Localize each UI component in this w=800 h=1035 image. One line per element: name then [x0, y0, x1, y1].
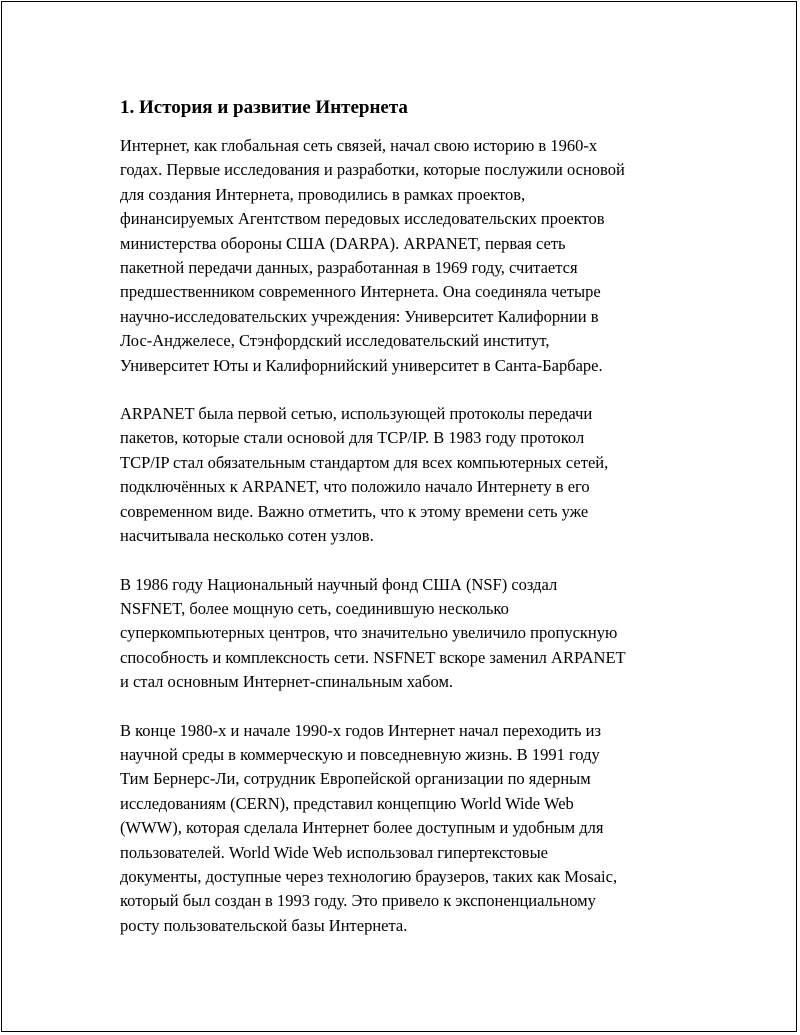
- text-line: пользователей. World Wide Web использовал гипертекстовые: [120, 842, 548, 862]
- text-line: TCP/IP стал обязательным стандартом для всех компьютерных сетей,: [120, 452, 609, 472]
- paragraph-2: [120, 402, 695, 548]
- text-line: который был создан в 1993 году. Это привело к экспоненциальному: [120, 891, 596, 911]
- text-line: (WWW), которая сделала Интернет более доступным и удобным для: [120, 818, 604, 838]
- text-line: документы, доступные через технологию браузеров, таких как Mosaic,: [120, 866, 618, 886]
- text-line: Тим Бернерс-Ли, сотрудник Европейской организации по ядерным: [120, 769, 591, 789]
- paragraph-4: [120, 719, 695, 939]
- text-line: и стал основным Интернет-спинальным хабом.: [120, 672, 454, 692]
- text-line: исследованиям (CERN), представил концепцию World Wide Web: [120, 793, 574, 813]
- text-line: способность и комплексность сети. NSFNET вскоре заменил ARPANET: [120, 647, 626, 667]
- paragraph-3: [120, 573, 695, 695]
- text-line: Лос-Анджелесе, Стэнфордский исследовательский институт,: [120, 331, 550, 351]
- paragraph-1: [120, 134, 695, 378]
- text-line: предшественником современного Интернета. Она соединяла четыре: [120, 282, 601, 302]
- text-line: современном виде. Важно отметить, что к этому времени сеть уже: [120, 501, 589, 521]
- text-line: пакетной передачи данных, разработанная в 1969 году, считается: [120, 258, 578, 278]
- text-line: министерства обороны США (DARPA). ARPANET, первая сеть: [120, 233, 566, 253]
- text-line: Интернет, как глобальная сеть связей, начал свою историю в 1960-х: [120, 136, 598, 155]
- text-line: суперкомпьютерных центров, что значительно увеличило пропускную: [120, 623, 618, 643]
- text-line: пакетов, которые стали основой для TCP/IP. В 1983 году протокол: [120, 428, 585, 448]
- text-line: насчитывала несколько сотен узлов.: [120, 526, 374, 546]
- text-line: для создания Интернета, проводились в рамках проектов,: [120, 184, 526, 204]
- text-line: финансируемых Агентством передовых исследовательских проектов: [120, 209, 605, 229]
- text-line: ARPANET была первой сетью, использующей протоколы передачи: [120, 404, 593, 424]
- text-line: научно-исследовательских учреждения: Университет Калифорнии в: [120, 306, 599, 326]
- text-line: В 1986 году Национальный научный фонд США (NSF) создал: [120, 574, 558, 594]
- document-page: [1, 1, 797, 1032]
- text-line: подключённых к ARPANET, что положило начало Интернету в его: [120, 477, 590, 497]
- text-line: росту пользовательской базы Интернета.: [120, 915, 408, 935]
- text-line: В конце 1980-х и начале 1990-х годов Интернет начал переходить из: [120, 720, 601, 740]
- text-line: NSFNET, более мощную сеть, соединившую несколько: [120, 598, 509, 618]
- document-body: [120, 96, 695, 962]
- text-line: Университет Юты и Калифорнийский университет в Санта-Барбаре.: [120, 355, 603, 375]
- text-line: годах. Первые исследования и разработки, которые послужили основой: [120, 160, 625, 180]
- text-line: научной среды в коммерческую и повседневную жизнь. В 1991 году: [120, 744, 600, 764]
- section-heading: 1. История и развитие Интернета: [120, 97, 408, 118]
